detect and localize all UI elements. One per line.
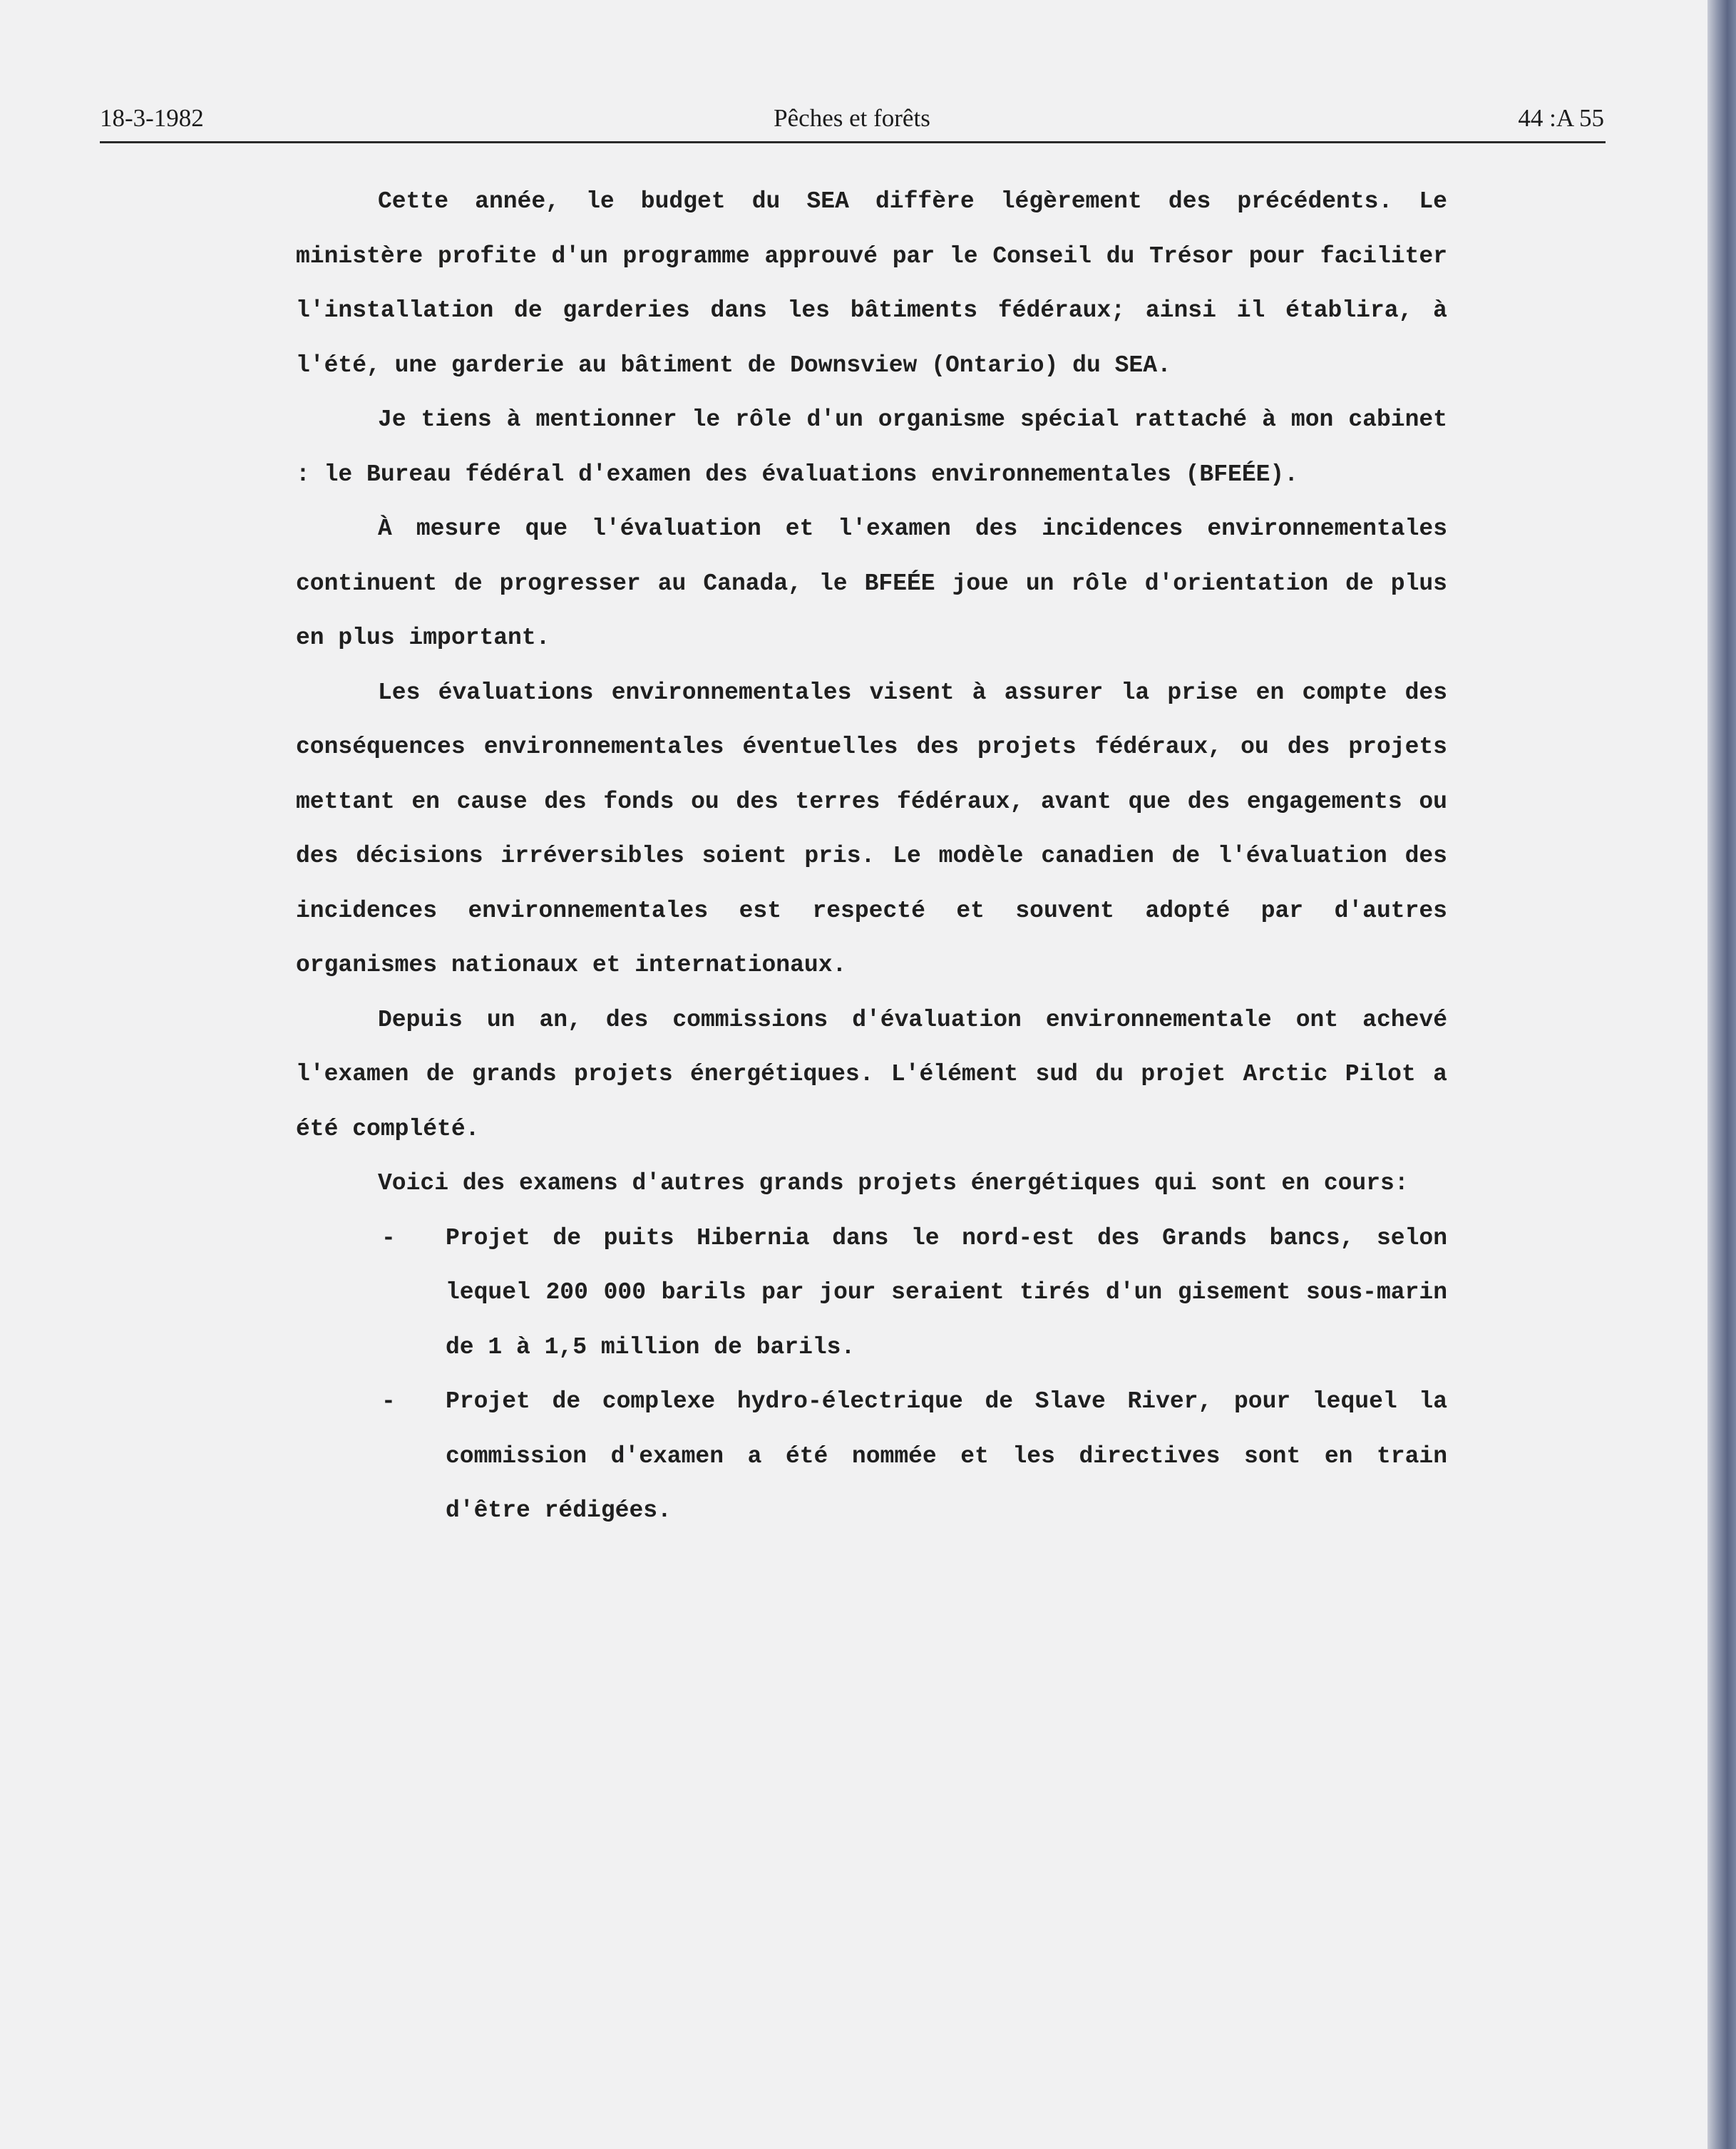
header-date: 18-3-1982	[100, 104, 204, 132]
header-rule	[100, 141, 1606, 143]
header-page-ref: 44 :A 55	[1518, 104, 1604, 132]
page-edge	[1707, 0, 1736, 2149]
list-dash: -	[381, 1224, 396, 1251]
paragraph-ongoing-reviews: Voici des examens d'autres grands projets énergétiques qui sont en cours:	[378, 1170, 1409, 1196]
list-item-hibernia	[296, 1211, 1447, 1375]
paragraph-budget: Cette année, le budget du SEA diffère légèrement des précédents. Le ministère profite d'un programme approuvé par le Conseil du Trésor pour faciliter l'installation de garderies dans les bâtiments fédéraux; ainsi il établira, à l'été, une garderie au bâtiment de Downsview (Ontario) du SEA.	[296, 188, 1447, 379]
paragraph-bfeee-role: Je tiens à mentionner le rôle d'un organisme spécial rattaché à mon cabinet : le Bureau fédéral d'examen des évaluations environnementales (BFEÉE).	[296, 406, 1447, 488]
paragraph-commissions: Depuis un an, des commissions d'évaluation environnementale ont achevé l'examen de grands projets énergétiques. L'élément sud du projet Arctic Pilot a été complété.	[296, 1006, 1447, 1142]
body-text	[296, 175, 1447, 1539]
header-title: Pêches et forêts	[774, 104, 930, 132]
list-dash: -	[381, 1388, 396, 1415]
list-item-text: Projet de puits Hibernia dans le nord-est des Grands bancs, selon lequel 200 000 barils par jour seraient tirés d'un gisement sous-marin de 1 à 1,5 million de barils.	[446, 1224, 1447, 1360]
list-item-text: Projet de complexe hydro-électrique de Slave River, pour lequel la commission d'examen a été nommée et les directives sont en train d'être rédigées.	[446, 1388, 1447, 1524]
projects-list	[296, 1211, 1447, 1539]
paragraph-orientation: À mesure que l'évaluation et l'examen des incidences environnementales continuent de progresser au Canada, le BFEÉE joue un rôle d'orientation de plus en plus important.	[296, 516, 1447, 651]
page-header	[100, 104, 1604, 140]
paragraph-evaluations: Les évaluations environnementales visent à assurer la prise en compte des conséquences environnementales éventuelles des projets fédéraux, ou des projets mettant en cause des fonds ou des terres fédéraux, avant que des engagements ou des décisions irréversibles soient pris. Le modèle canadien de l'évaluation des incidences environnementales est respecté et souvent adopté par d'autres organismes nationaux et internationaux.	[296, 679, 1447, 978]
list-item-slave-river	[296, 1375, 1447, 1539]
